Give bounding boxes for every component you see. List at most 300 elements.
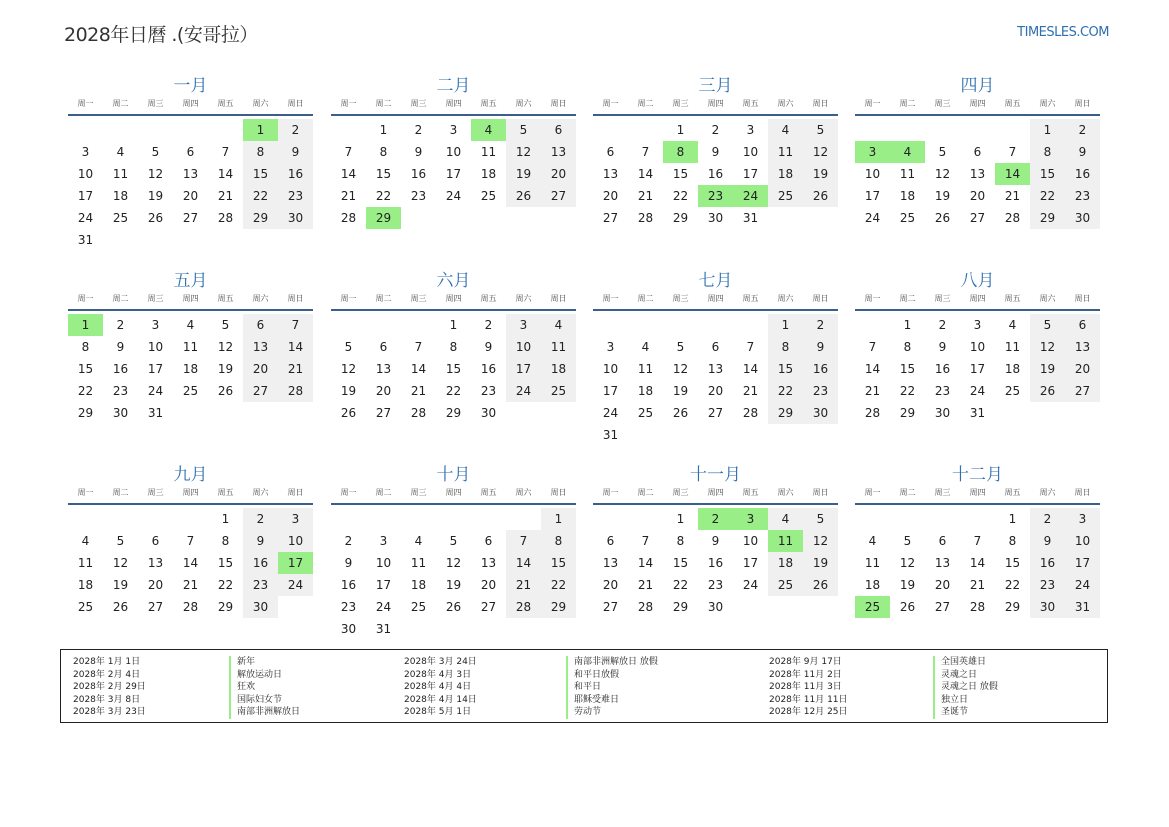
day-cell: 25 xyxy=(112,211,129,225)
month-block xyxy=(593,74,838,229)
weekday-label: 周日 xyxy=(1074,488,1091,497)
weekday-label: 周二 xyxy=(637,99,654,108)
weekday-label: 周二 xyxy=(637,294,654,303)
empty-day-cell xyxy=(855,508,890,530)
day-cell: 9 xyxy=(484,340,493,354)
weekday-label: 周日 xyxy=(550,294,567,303)
day-cell: 17 xyxy=(147,362,164,376)
day-cell: 19 xyxy=(340,384,357,398)
day-cell: 31 xyxy=(742,211,759,225)
day-cell: 24 xyxy=(445,189,462,203)
weekday-label: 周四 xyxy=(445,294,462,303)
empty-day-cell xyxy=(471,508,506,530)
day-cell: 14 xyxy=(637,167,654,181)
day-cell: 13 xyxy=(480,556,497,570)
day-cell: 28 xyxy=(217,211,234,225)
legend-holiday-name: 狂欢 xyxy=(237,682,256,692)
day-cell: 16 xyxy=(410,167,427,181)
weekday-label: 周日 xyxy=(812,99,829,108)
day-cell: 11 xyxy=(112,167,129,181)
day-cell: 7 xyxy=(221,145,230,159)
day-cell: 1 xyxy=(903,318,912,332)
day-cell: 12 xyxy=(112,556,129,570)
day-cell: 26 xyxy=(934,211,951,225)
day-cell: 20 xyxy=(541,163,576,185)
empty-day-cell xyxy=(331,314,366,336)
day-cell: 6 xyxy=(711,340,720,354)
day-cell: 30 xyxy=(707,211,724,225)
day-cell: 27 xyxy=(480,600,497,614)
day-cell: 25 xyxy=(410,600,427,614)
holiday-day-cell: 17 xyxy=(278,552,313,574)
day-cell: 6 xyxy=(938,534,947,548)
day-cell: 7 xyxy=(746,340,755,354)
day-cell: 13 xyxy=(969,167,986,181)
day-cell: 18 xyxy=(1004,362,1021,376)
day-cell: 29 xyxy=(672,211,689,225)
weekday-header xyxy=(331,98,576,116)
day-cell: 12 xyxy=(934,167,951,181)
day-cell: 29 xyxy=(445,406,462,420)
day-cell: 23 xyxy=(340,600,357,614)
day-cell: 22 xyxy=(672,189,689,203)
day-cell: 19 xyxy=(506,163,541,185)
day-cell: 27 xyxy=(969,211,986,225)
day-cell: 13 xyxy=(602,167,619,181)
day-cell: 16 xyxy=(707,556,724,570)
day-cell: 1 xyxy=(768,314,803,336)
day-cell: 10 xyxy=(969,340,986,354)
day-cell: 19 xyxy=(217,362,234,376)
day-cell: 1 xyxy=(541,508,576,530)
day-cell: 9 xyxy=(711,534,720,548)
day-cell: 26 xyxy=(506,185,541,207)
day-cell: 18 xyxy=(77,578,94,592)
legend-holiday-name: 独立日 xyxy=(941,694,969,705)
month-block xyxy=(593,269,838,446)
day-cell: 15 xyxy=(77,362,94,376)
day-cell: 24 xyxy=(375,600,392,614)
day-cell: 9 xyxy=(1030,530,1065,552)
legend-col2-names xyxy=(566,656,658,719)
empty-day-cell xyxy=(960,508,995,530)
weekday-label: 周日 xyxy=(812,488,829,497)
legend-col1-names xyxy=(229,656,300,719)
weekday-label: 周五 xyxy=(217,99,234,108)
weekday-label: 周一 xyxy=(340,488,357,497)
day-cell: 10 xyxy=(864,167,881,181)
legend-date: 2028年 9月 17日 xyxy=(769,657,842,667)
empty-day-cell xyxy=(960,119,995,141)
day-cell: 22 xyxy=(77,384,94,398)
day-cell: 14 xyxy=(637,556,654,570)
day-cell: 17 xyxy=(969,362,986,376)
day-cell: 7 xyxy=(278,314,313,336)
day-cell: 29 xyxy=(77,406,94,420)
weekday-label: 周四 xyxy=(707,294,724,303)
day-cell: 10 xyxy=(742,145,759,159)
day-cell: 25 xyxy=(768,185,803,207)
holiday-day-cell: 11 xyxy=(768,530,803,552)
day-cell: 29 xyxy=(672,600,689,614)
day-cell: 13 xyxy=(934,556,951,570)
day-cell: 23 xyxy=(1030,574,1065,596)
day-cell: 3 xyxy=(379,534,388,548)
day-cell: 6 xyxy=(606,534,615,548)
day-cell: 12 xyxy=(899,556,916,570)
legend-date: 2028年 3月 23日 xyxy=(73,707,146,717)
weekday-label: 周六 xyxy=(1039,488,1056,497)
day-cell: 10 xyxy=(506,336,541,358)
day-cell: 19 xyxy=(803,163,838,185)
day-cell: 16 xyxy=(278,163,313,185)
day-cell: 31 xyxy=(375,622,392,636)
day-cell: 21 xyxy=(506,574,541,596)
legend-date: 2028年 4月 4日 xyxy=(404,682,472,692)
day-cell: 2 xyxy=(484,318,493,332)
day-cell: 8 xyxy=(449,340,458,354)
day-cell: 22 xyxy=(541,574,576,596)
day-grid xyxy=(331,508,576,640)
day-cell: 25 xyxy=(1004,384,1021,398)
weekday-label: 周四 xyxy=(182,488,199,497)
day-cell: 6 xyxy=(606,145,615,159)
day-cell: 12 xyxy=(506,141,541,163)
day-cell: 21 xyxy=(278,358,313,380)
day-cell: 5 xyxy=(116,534,125,548)
day-cell: 22 xyxy=(445,384,462,398)
weekday-label: 周一 xyxy=(77,294,94,303)
weekday-label: 周五 xyxy=(480,488,497,497)
day-cell: 22 xyxy=(1030,185,1065,207)
day-cell: 17 xyxy=(506,358,541,380)
day-cell: 24 xyxy=(742,578,759,592)
day-cell: 30 xyxy=(707,600,724,614)
weekday-label: 周五 xyxy=(742,488,759,497)
day-cell: 3 xyxy=(606,340,615,354)
day-grid xyxy=(331,314,576,424)
day-cell: 9 xyxy=(344,556,353,570)
day-cell: 5 xyxy=(938,145,947,159)
day-cell: 31 xyxy=(147,406,164,420)
empty-day-cell xyxy=(995,119,1030,141)
day-cell: 6 xyxy=(186,145,195,159)
legend-date: 2028年 11月 2日 xyxy=(769,669,842,680)
day-cell: 21 xyxy=(742,384,759,398)
day-cell: 5 xyxy=(803,119,838,141)
month-block xyxy=(855,74,1100,229)
month-block xyxy=(331,269,576,424)
month-name: 八月 xyxy=(960,271,995,291)
day-cell: 31 xyxy=(77,233,94,247)
day-cell: 5 xyxy=(151,145,160,159)
day-cell: 30 xyxy=(243,596,278,618)
day-cell: 17 xyxy=(602,384,619,398)
day-cell: 28 xyxy=(410,406,427,420)
day-cell: 28 xyxy=(742,406,759,420)
weekday-label: 周六 xyxy=(777,488,794,497)
day-cell: 23 xyxy=(112,384,129,398)
empty-day-cell xyxy=(173,508,208,530)
month-name: 五月 xyxy=(173,271,208,291)
empty-day-cell xyxy=(208,119,243,141)
day-cell: 16 xyxy=(112,362,129,376)
day-cell: 8 xyxy=(903,340,912,354)
weekday-label: 周日 xyxy=(1074,294,1091,303)
day-cell: 18 xyxy=(899,189,916,203)
day-cell: 29 xyxy=(1030,207,1065,229)
day-cell: 11 xyxy=(480,145,497,159)
day-cell: 13 xyxy=(243,336,278,358)
weekday-label: 周五 xyxy=(1004,99,1021,108)
day-cell: 8 xyxy=(541,530,576,552)
month-block xyxy=(331,463,576,640)
day-cell: 19 xyxy=(672,384,689,398)
empty-day-cell xyxy=(401,314,436,336)
day-cell: 13 xyxy=(1065,336,1100,358)
day-cell: 11 xyxy=(541,336,576,358)
day-cell: 20 xyxy=(969,189,986,203)
day-cell: 30 xyxy=(1030,596,1065,618)
day-cell: 7 xyxy=(868,340,877,354)
day-cell: 28 xyxy=(182,600,199,614)
day-cell: 9 xyxy=(243,530,278,552)
day-cell: 19 xyxy=(445,578,462,592)
day-cell: 15 xyxy=(445,362,462,376)
empty-day-cell xyxy=(401,508,436,530)
weekday-label: 周一 xyxy=(602,488,619,497)
legend-date: 2028年 11月 3日 xyxy=(769,682,842,692)
day-cell: 5 xyxy=(221,318,230,332)
day-cell: 26 xyxy=(340,406,357,420)
day-cell: 8 xyxy=(676,534,685,548)
weekday-header xyxy=(593,487,838,505)
weekday-label: 周一 xyxy=(77,99,94,108)
day-cell: 19 xyxy=(899,578,916,592)
weekday-label: 周六 xyxy=(777,294,794,303)
month-block xyxy=(331,74,576,229)
empty-day-cell xyxy=(628,508,663,530)
day-cell: 11 xyxy=(864,556,881,570)
day-cell: 21 xyxy=(410,384,427,398)
legend-holiday-name: 和平日 xyxy=(574,682,602,692)
weekday-label: 周三 xyxy=(934,488,951,497)
day-cell: 13 xyxy=(541,141,576,163)
day-cell: 3 xyxy=(449,123,458,137)
month-name: 十一月 xyxy=(690,465,741,485)
day-cell: 20 xyxy=(934,578,951,592)
day-cell: 26 xyxy=(445,600,462,614)
page-title: 2028年日曆 .(安哥拉） xyxy=(64,24,258,46)
weekday-label: 周三 xyxy=(672,294,689,303)
day-cell: 25 xyxy=(637,406,654,420)
weekday-label: 周三 xyxy=(147,99,164,108)
weekday-label: 周三 xyxy=(147,294,164,303)
weekday-label: 周二 xyxy=(375,294,392,303)
day-cell: 17 xyxy=(742,167,759,181)
legend-date: 2028年 5月 1日 xyxy=(404,707,472,717)
day-cell: 25 xyxy=(768,574,803,596)
weekday-label: 周日 xyxy=(287,99,304,108)
day-cell: 15 xyxy=(243,163,278,185)
site-brand-link[interactable]: TIMESLES.COM xyxy=(1017,25,1109,40)
empty-day-cell xyxy=(628,119,663,141)
weekday-label: 周六 xyxy=(1039,294,1056,303)
legend-date: 2028年 2月 29日 xyxy=(73,682,146,692)
day-cell: 24 xyxy=(77,211,94,225)
legend-holiday-name: 耶稣受难日 xyxy=(574,694,620,705)
day-cell: 20 xyxy=(707,384,724,398)
day-cell: 16 xyxy=(340,578,357,592)
day-cell: 18 xyxy=(112,189,129,203)
day-cell: 25 xyxy=(77,600,94,614)
empty-day-cell xyxy=(593,314,628,336)
day-cell: 14 xyxy=(278,336,313,358)
empty-day-cell xyxy=(68,508,103,530)
day-cell: 15 xyxy=(541,552,576,574)
empty-day-cell xyxy=(331,508,366,530)
day-cell: 24 xyxy=(147,384,164,398)
day-cell: 13 xyxy=(602,556,619,570)
day-cell: 17 xyxy=(77,189,94,203)
day-cell: 10 xyxy=(375,556,392,570)
empty-day-cell xyxy=(925,508,960,530)
day-cell: 23 xyxy=(278,185,313,207)
day-cell: 22 xyxy=(243,185,278,207)
empty-day-cell xyxy=(593,119,628,141)
weekday-label: 周二 xyxy=(637,488,654,497)
month-block xyxy=(68,74,313,251)
day-cell: 7 xyxy=(344,145,353,159)
month-name: 三月 xyxy=(698,76,733,96)
weekday-label: 周一 xyxy=(602,99,619,108)
day-cell: 18 xyxy=(410,578,427,592)
day-cell: 12 xyxy=(672,362,689,376)
day-cell: 10 xyxy=(742,534,759,548)
day-cell: 9 xyxy=(803,336,838,358)
day-cell: 12 xyxy=(445,556,462,570)
day-cell: 3 xyxy=(506,314,541,336)
day-cell: 14 xyxy=(182,556,199,570)
day-cell: 19 xyxy=(147,189,164,203)
day-cell: 21 xyxy=(637,578,654,592)
day-cell: 31 xyxy=(1065,596,1100,618)
holiday-day-cell: 24 xyxy=(733,185,768,207)
day-cell: 27 xyxy=(182,211,199,225)
day-cell: 12 xyxy=(803,530,838,552)
day-cell: 22 xyxy=(672,578,689,592)
day-cell: 19 xyxy=(803,552,838,574)
day-cell: 20 xyxy=(243,358,278,380)
day-cell: 11 xyxy=(637,362,654,376)
legend-col3-dates xyxy=(769,656,848,719)
legend-col1-dates xyxy=(73,656,146,719)
day-cell: 16 xyxy=(480,362,497,376)
day-cell: 29 xyxy=(217,600,234,614)
weekday-label: 周四 xyxy=(445,488,462,497)
day-cell: 31 xyxy=(969,406,986,420)
day-cell: 26 xyxy=(672,406,689,420)
day-cell: 11 xyxy=(1004,340,1021,354)
day-cell: 20 xyxy=(602,578,619,592)
weekday-header xyxy=(855,487,1100,505)
day-grid xyxy=(68,314,313,424)
day-cell: 27 xyxy=(934,600,951,614)
weekday-label: 周五 xyxy=(217,294,234,303)
day-cell: 4 xyxy=(116,145,125,159)
day-cell: 4 xyxy=(641,340,650,354)
day-cell: 11 xyxy=(768,141,803,163)
day-cell: 1 xyxy=(449,318,458,332)
weekday-label: 周三 xyxy=(147,488,164,497)
day-cell: 16 xyxy=(934,362,951,376)
day-cell: 2 xyxy=(711,123,720,137)
weekday-label: 周日 xyxy=(812,294,829,303)
holiday-day-cell: 25 xyxy=(855,596,890,618)
day-cell: 2 xyxy=(243,508,278,530)
day-cell: 10 xyxy=(602,362,619,376)
day-cell: 11 xyxy=(410,556,427,570)
day-cell: 6 xyxy=(484,534,493,548)
month-block xyxy=(593,463,838,618)
day-cell: 15 xyxy=(1030,163,1065,185)
weekday-header xyxy=(68,487,313,505)
weekday-label: 周二 xyxy=(375,99,392,108)
empty-day-cell xyxy=(138,119,173,141)
month-name: 十月 xyxy=(436,465,471,485)
day-cell: 28 xyxy=(969,600,986,614)
weekday-label: 周二 xyxy=(899,488,916,497)
day-cell: 28 xyxy=(637,600,654,614)
day-cell: 27 xyxy=(243,380,278,402)
day-cell: 20 xyxy=(375,384,392,398)
month-block xyxy=(855,463,1100,618)
day-cell: 12 xyxy=(217,340,234,354)
weekday-header xyxy=(68,293,313,311)
weekday-label: 周三 xyxy=(410,99,427,108)
day-cell: 4 xyxy=(768,119,803,141)
day-cell: 15 xyxy=(899,362,916,376)
day-cell: 18 xyxy=(182,362,199,376)
empty-day-cell xyxy=(663,314,698,336)
weekday-label: 周四 xyxy=(182,294,199,303)
month-name: 四月 xyxy=(960,76,995,96)
weekday-label: 周一 xyxy=(864,294,881,303)
day-cell: 23 xyxy=(934,384,951,398)
weekday-label: 周一 xyxy=(602,294,619,303)
day-cell: 6 xyxy=(973,145,982,159)
empty-day-cell xyxy=(890,508,925,530)
day-cell: 30 xyxy=(803,402,838,424)
day-cell: 30 xyxy=(340,622,357,636)
empty-day-cell xyxy=(925,119,960,141)
empty-day-cell xyxy=(855,314,890,336)
day-grid xyxy=(331,119,576,229)
day-grid xyxy=(593,314,838,446)
day-cell: 14 xyxy=(506,552,541,574)
day-cell: 16 xyxy=(707,167,724,181)
day-cell: 31 xyxy=(602,428,619,442)
holiday-day-cell: 3 xyxy=(733,508,768,530)
weekday-header xyxy=(855,98,1100,116)
weekday-header xyxy=(331,293,576,311)
day-cell: 17 xyxy=(864,189,881,203)
legend-date: 2028年 12月 25日 xyxy=(769,707,848,717)
weekday-label: 周二 xyxy=(112,488,129,497)
day-grid xyxy=(68,508,313,618)
day-cell: 3 xyxy=(1065,508,1100,530)
empty-day-cell xyxy=(855,119,890,141)
